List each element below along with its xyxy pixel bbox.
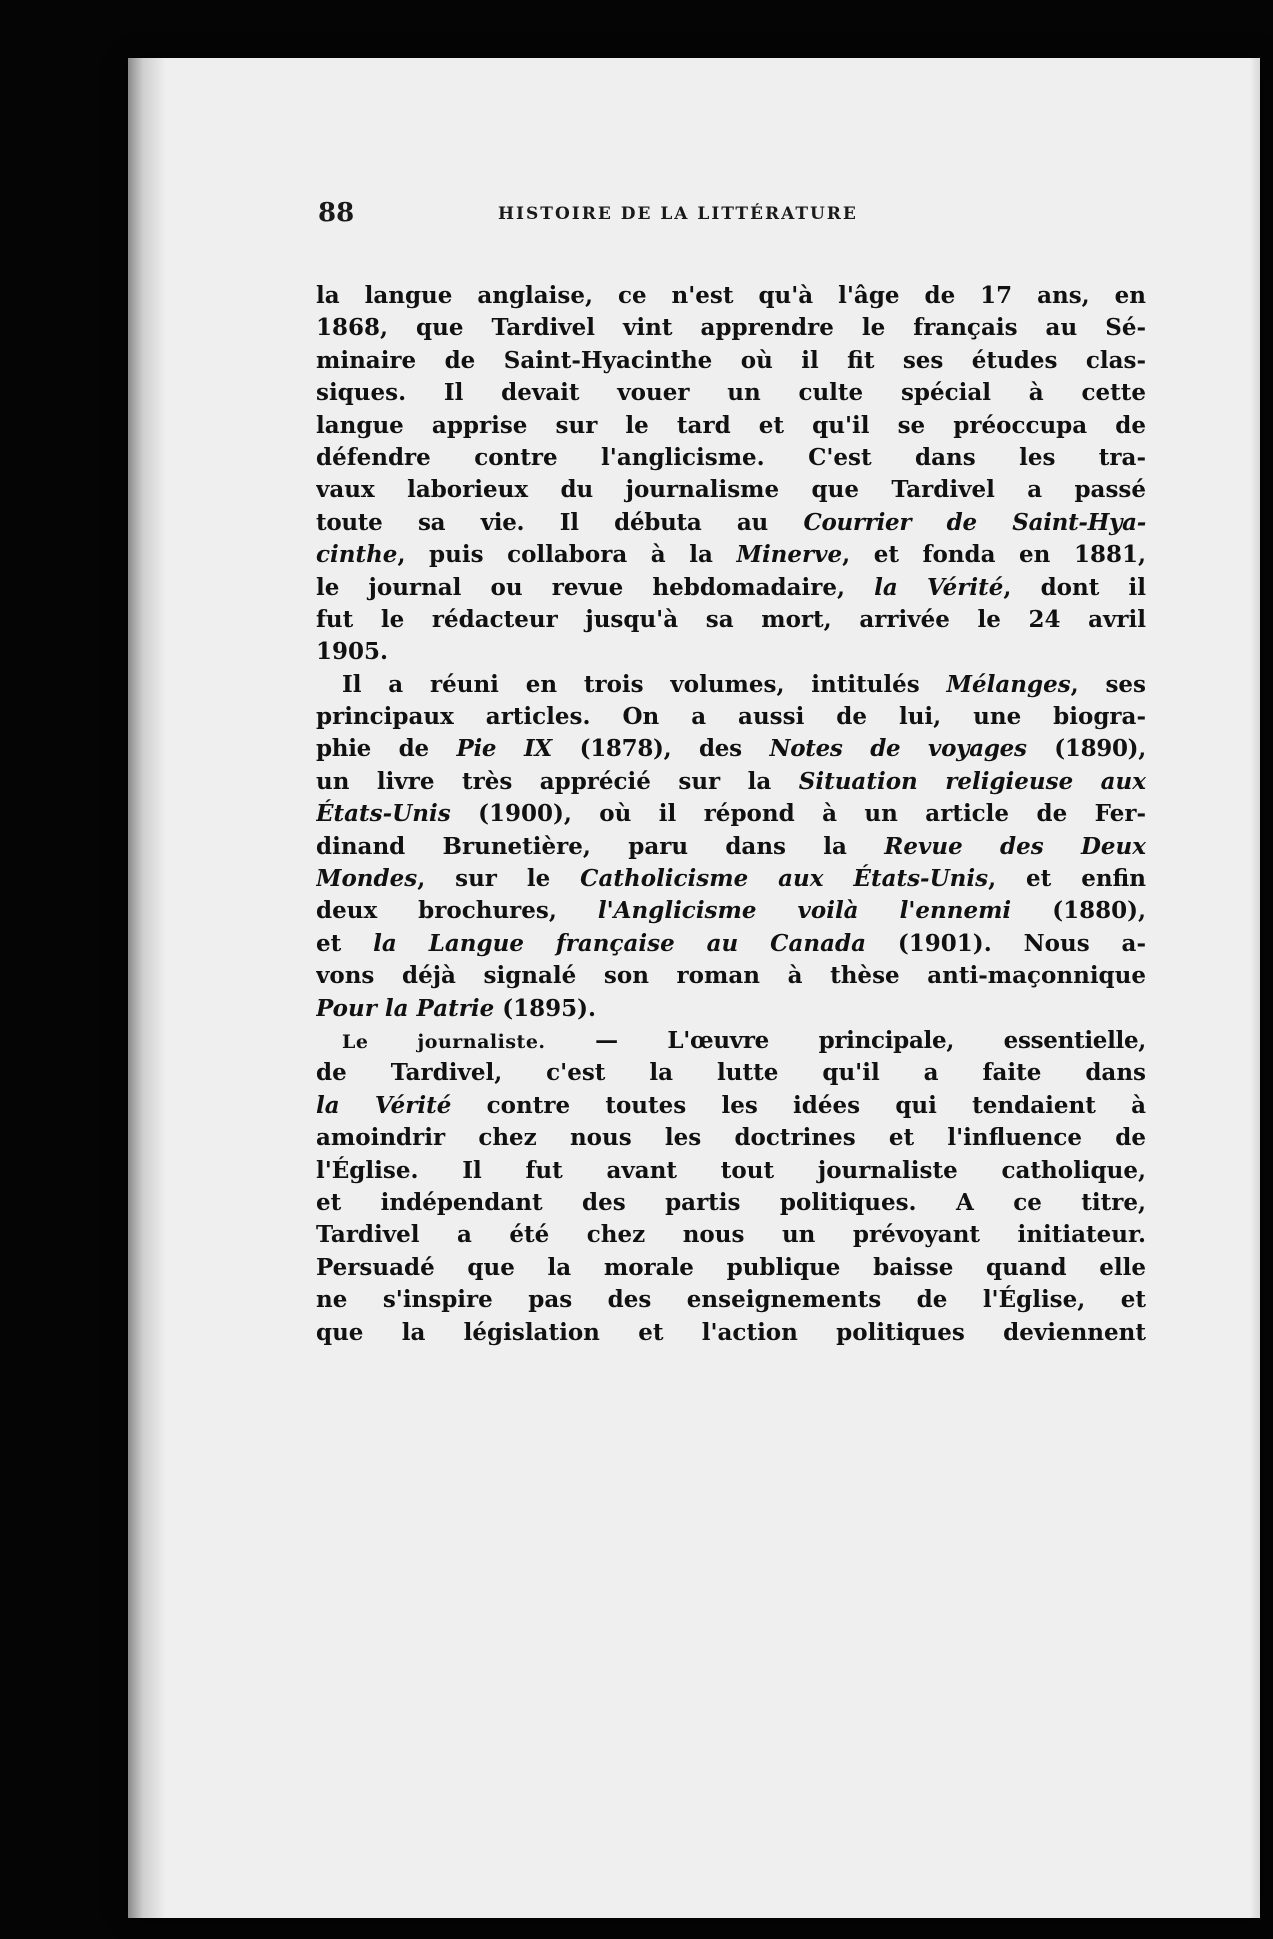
- running-title: HISTOIRE DE LA LITTÉRATURE: [498, 204, 858, 224]
- running-head: [318, 198, 1138, 238]
- page-number: 88: [318, 198, 355, 228]
- text-line: dinand Brunetière, paru dans la Revue des Deux: [316, 832, 1146, 860]
- text-line: principaux articles. On a aussi de lui, une biogra-: [316, 703, 1146, 731]
- text-line: Le journaliste. — L'œuvre principale, essentielle,: [342, 1026, 1146, 1054]
- text-line: deux brochures, l'Anglicisme voilà l'ennemi (1880),: [316, 897, 1146, 925]
- text-line: phie de Pie IX (1878), des Notes de voyages (1890),: [316, 735, 1146, 763]
- text-line: cinthe, puis collabora à la Minerve, et fonda en 1881,: [316, 541, 1146, 569]
- text-line: Mondes, sur le Catholicisme aux États-Unis, et enfin: [316, 865, 1146, 893]
- text-line: Pour la Patrie (1895).: [316, 994, 597, 1022]
- text-line: et indépendant des partis politiques. A ce titre,: [316, 1188, 1146, 1216]
- text-line: 1905.: [316, 638, 389, 666]
- text-line: la langue anglaise, ce n'est qu'à l'âge de 17 ans, en: [316, 282, 1146, 309]
- text-line: États-Unis (1900), où il répond à un article de Fer-: [316, 800, 1146, 828]
- page-gutter-shadow: [128, 58, 166, 1918]
- text-line: défendre contre l'anglicisme. C'est dans les tra-: [316, 443, 1146, 471]
- text-line: un livre très apprécié sur la Situation religieuse aux: [316, 767, 1146, 795]
- text-line: vaux laborieux du journalisme que Tardivel a passé: [316, 476, 1146, 504]
- text-line: ne s'inspire pas des enseignements de l'Église, et: [316, 1286, 1146, 1314]
- text-line: l'Église. Il fut avant tout journaliste catholique,: [316, 1156, 1146, 1184]
- text-line: vons déjà signalé son roman à thèse anti-maçonnique: [316, 962, 1146, 990]
- text-line: siques. Il devait vouer un culte spécial à cette: [316, 379, 1146, 407]
- text-line: 1868, que Tardivel vint apprendre le français au Sé-: [316, 314, 1146, 342]
- page-edge: [1250, 58, 1260, 1918]
- text-line: Persuadé que la morale publique baisse quand elle: [316, 1253, 1146, 1281]
- text-line: Tardivel a été chez nous un prévoyant initiateur.: [316, 1221, 1146, 1249]
- text-line: le journal ou revue hebdomadaire, la Vérité, dont il: [316, 573, 1146, 601]
- text-line: minaire de Saint-Hyacinthe où il fit ses études clas-: [316, 346, 1146, 374]
- text-line: la Vérité contre toutes les idées qui tendaient à: [316, 1091, 1146, 1119]
- text-line: langue apprise sur le tard et qu'il se préoccupa de: [316, 411, 1146, 439]
- text-line: de Tardivel, c'est la lutte qu'il a faite dans: [316, 1059, 1146, 1087]
- body-text: [316, 280, 1146, 1820]
- text-line: fut le rédacteur jusqu'à sa mort, arrivée le 24 avril: [316, 605, 1146, 633]
- text-line: Il a réuni en trois volumes, intitulés Mélanges, ses: [342, 670, 1146, 698]
- text-line: et la Langue française au Canada (1901). Nous a-: [316, 929, 1146, 957]
- section-lead: Le journaliste.: [342, 1030, 546, 1053]
- text-line: que la législation et l'action politiques deviennent: [316, 1318, 1146, 1346]
- text-line: amoindrir chez nous les doctrines et l'influence de: [316, 1124, 1146, 1152]
- text-line: toute sa vie. Il débuta au Courrier de Saint-Hya-: [316, 508, 1146, 536]
- book-page: [128, 58, 1260, 1918]
